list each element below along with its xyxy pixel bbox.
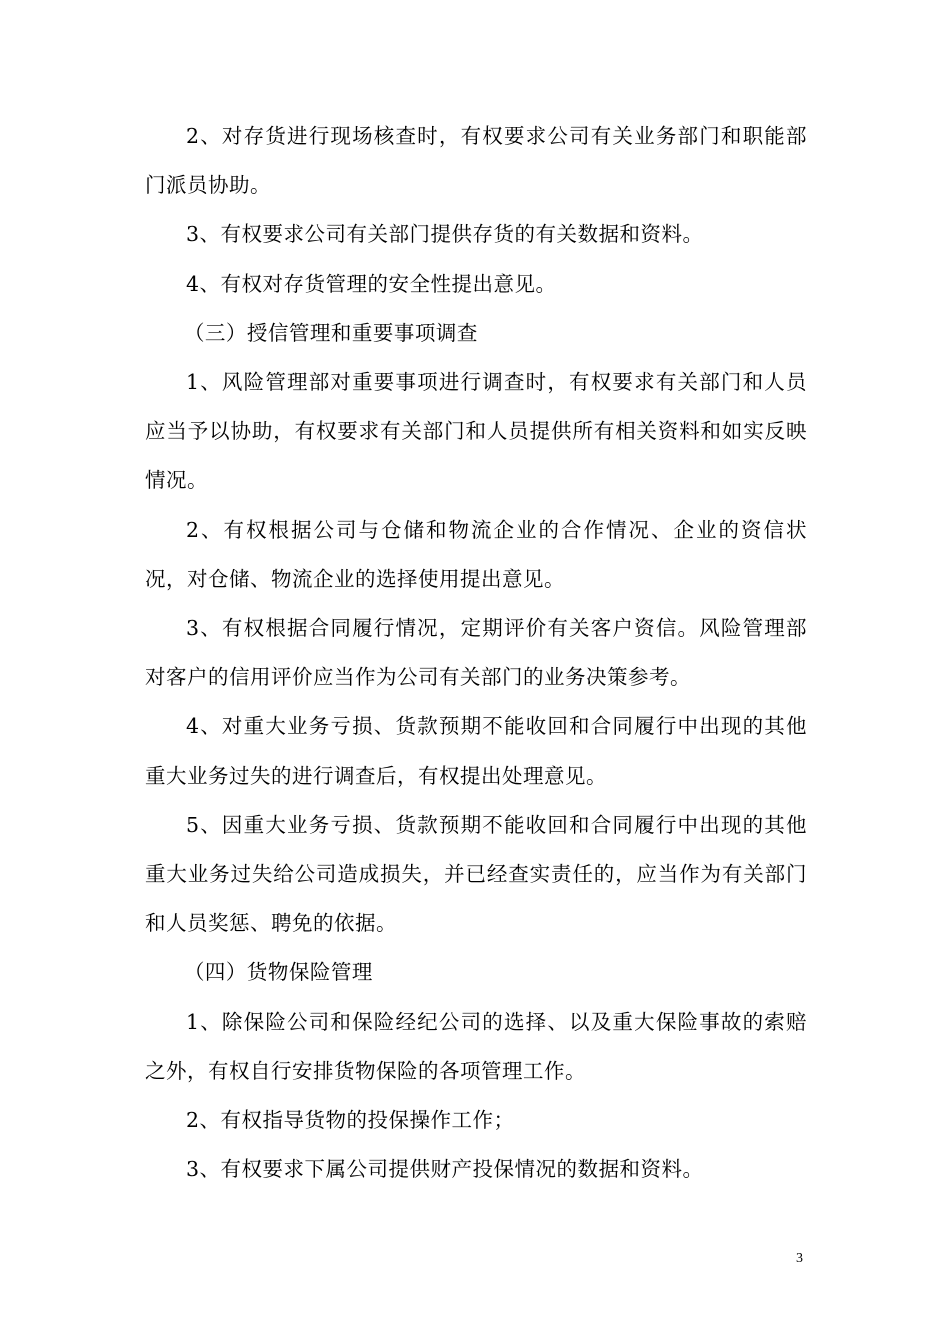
paragraph-inventory-safety: 4、有权对存货管理的安全性提出意见。 [186,271,557,296]
paragraph-reward-penalty-basis: 5、因重大业务亏损、货款预期不能收回和合同履行中出现的其他重大业务过失给公司造成损失，并已经查实责任的，应当作为有关部门和人员奖惩、聘免的依据。 [145,812,807,936]
paragraph-insurance-data: 3、有权要求下属公司提供财产投保情况的数据和资料。 [186,1157,704,1182]
page-number: 3 [796,1251,803,1266]
paragraph-insurance-guidance: 2、有权指导货物的投保操作工作； [186,1108,515,1133]
paragraph-insurance-management: 1、除保险公司和保险经纪公司的选择、以及重大保险事故的索赔之外，有权自行安排货物保险的各项管理工作。 [145,1009,807,1083]
paragraph-inventory-inspection: 2、对存货进行现场核查时，有权要求公司有关业务部门和职能部门派员协助。 [145,124,807,198]
paragraph-inventory-data: 3、有权要求公司有关部门提供存货的有关数据和资料。 [186,222,704,247]
paragraph-investigation-assistance: 1、风险管理部对重要事项进行调查时，有权要求有关部门和人员应当予以协助，有权要求有关部门和人员提供所有相关资料和如实反映情况。 [145,370,807,493]
document-body [145,112,807,1194]
paragraph-warehouse-logistics: 2、有权根据公司与仓储和物流企业的合作情况、企业的资信状况，对仓储、物流企业的选择使用提出意见。 [145,517,807,591]
section-heading-credit-investigation: （三）授信管理和重要事项调查 [183,320,478,345]
paragraph-loss-investigation: 4、对重大业务亏损、货款预期不能收回和合同履行中出现的其他重大业务过失的进行调查后，有权提出处理意见。 [145,714,807,788]
section-heading-cargo-insurance: （四）货物保险管理 [183,960,373,985]
paragraph-customer-credit: 3、有权根据合同履行情况，定期评价有关客户资信。风险管理部对客户的信用评价应当作为公司有关部门的业务决策参考。 [145,616,807,690]
